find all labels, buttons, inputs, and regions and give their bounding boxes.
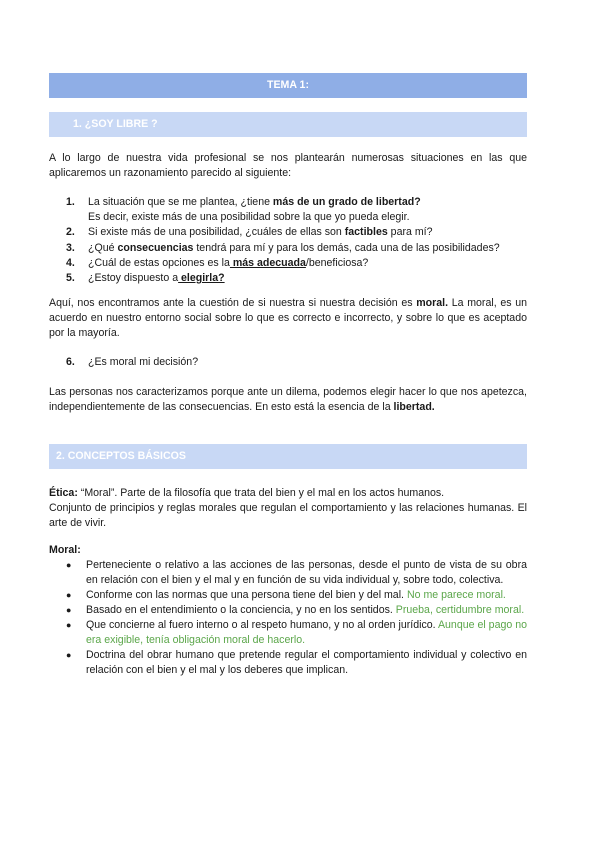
moral-def-5: ● Doctrina del obrar humano que pretende regular el comportamiento individual y colectivo en relación con el bien y el mal y los deberes que implican. [66,649,527,676]
example-note: Prueba, certidumbre moral. [395,604,525,616]
question-1: 1. La situación que se me plantea, ¿tiene más de un grado de libertad? Es decir, existe más de una posibilidad sobre la que yo pueda elegir. [66,196,421,224]
libertad-paragraph: Las personas nos caracterizamos porque ante un dilema, podemos elegir hacer lo que nos apetezca, independientemente de las consecuencias. En esto está la esencia de la libertad. [49,386,527,413]
intro-paragraph: A lo largo de nuestra vida profesional se nos plantearán numerosas situaciones en las que aplicaremos un razonamiento parecido al siguiente: [49,152,527,179]
bullet-icon: ● [66,560,72,570]
moral-label: Moral: [49,544,81,556]
tema-title: TEMA 1: [267,79,309,91]
questions-list [66,195,526,286]
bullet-icon: ● [66,650,72,660]
moral-def-4: ● Que concierne al fuero interno o al respeto humano, y no al orden jurídico. Aunque el pago no era exigible, tenía obligación moral de hacerlo. [66,619,528,646]
moral-def-2: ● Conforme con las normas que una persona tiene del bien y del mal. No me parece moral. [66,589,506,601]
question-6: 6. ¿Es moral mi decisión? [66,356,199,368]
question-6-list [66,355,526,370]
etica-label: Ética: [49,487,78,499]
moral-definitions-list [66,558,527,678]
section-2-heading-bar [49,444,527,469]
tema-title-bar [49,73,527,98]
moral-def-1: ● Perteneciente o relativo a las acciones de las personas, desde el punto de vista de su obra en relación con el bien y el mal y en función de su vida individual y, sobre todo, colectiva. [66,559,527,586]
example-note: Aunque el pago no era exigible, tenía obligación moral de hacerlo. [86,619,528,646]
question-4: 4. ¿Cuál de estas opciones es la más adecuada/beneficiosa? [66,256,369,269]
question-1-detail: Es decir, existe más de una posibilidad sobre la que yo pueda elegir. [88,211,410,224]
moral-paragraph: Aquí, nos encontramos ante la cuestión de si nuestra si nuestra decisión es moral. La moral, es un acuerdo en nuestro entorno social sobre lo que es correcto e incorrecto, y sobre lo que es aceptado por la mayoría. [49,297,528,339]
section-2-heading: 2. CONCEPTOS BÁSICOS [56,450,186,462]
bullet-icon: ● [66,590,72,600]
section-1-heading-bar [49,112,527,137]
moral-def-3: ● Basado en el entendimiento o la conciencia, y no en los sentidos. Prueba, certidumbre moral. [66,604,525,616]
moral-label-line [49,543,527,558]
section-1-heading: 1. ¿SOY LIBRE ? [73,118,158,130]
question-2: 2. Si existe más de una posibilidad, ¿cuáles de ellas son factibles para mí? [66,226,433,239]
bullet-icon: ● [66,620,72,630]
etica-definition: Ética: “Moral”. Parte de la filosofía que trata del bien y el mal en los actos humanos. Conjunto de principios y reglas morales que regulan el comportamiento y las relaciones humanas. El arte de vivir. [49,487,527,529]
question-5: 5. ¿Estoy dispuesto a elegirla? [66,272,225,285]
example-note: No me parece moral. [406,589,506,601]
question-3: 3. ¿Qué consecuencias tendrá para mí y para los demás, cada una de las posibilidades? [66,241,500,254]
bullet-icon: ● [66,605,72,615]
